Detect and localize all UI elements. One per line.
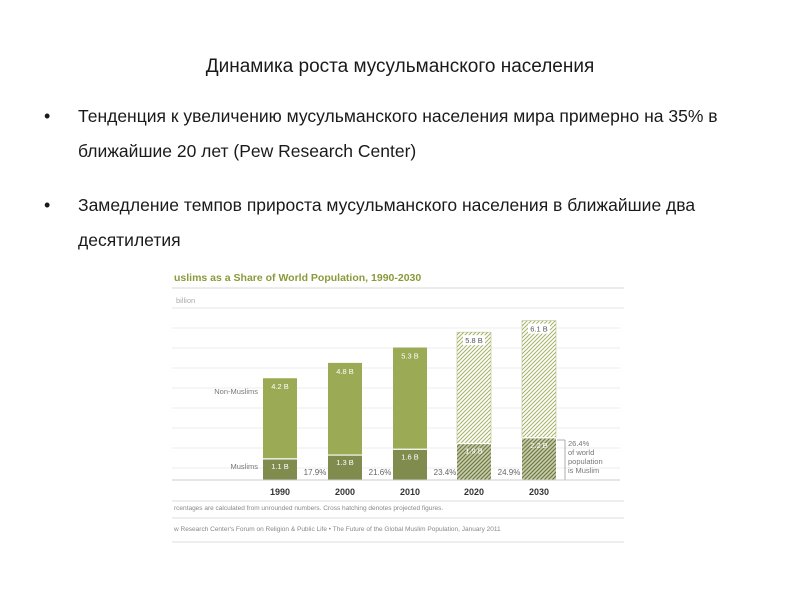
x-tick-label: 2010: [399, 487, 421, 497]
annotation-text: is Muslim: [568, 466, 600, 475]
bar-non-muslims: [457, 332, 491, 443]
bullet-item: [44, 188, 764, 260]
annotation-text: population: [568, 457, 603, 466]
x-tick-label: 2020: [463, 487, 485, 497]
chart: [172, 268, 624, 544]
bullet-text: Тенденция к увеличению мусульманского населения мира примерно на 35% в ближайшие 20 лет (Pew Research Center): [78, 106, 718, 161]
value-label-muslims: 1.9 B: [465, 446, 483, 456]
bar-non-muslims: [522, 321, 556, 438]
share-label: 17.9%: [303, 468, 327, 477]
share-label: 23.4%: [433, 468, 457, 477]
source-note: w Research Center's Forum on Religion & Public Life • The Future of the Global Muslim Population, January 2011: [174, 526, 501, 533]
value-label-non-muslims: 6.1 B: [530, 324, 548, 334]
share-label: 24.9%: [497, 468, 521, 477]
value-label-muslims: 1.1 B: [271, 461, 289, 471]
value-label-muslims: 1.6 B: [401, 452, 419, 462]
annotation-text: 26.4%: [568, 439, 590, 448]
slide-title: Динамика роста мусульманского населения: [205, 56, 595, 77]
bullet-dot-icon: •: [44, 106, 51, 126]
unit-label: billion: [176, 296, 196, 305]
value-label-non-muslims: 4.8 B: [336, 366, 354, 376]
share-label: 21.6%: [368, 468, 392, 477]
series-label-non-muslims: Non-Muslims: [214, 387, 258, 396]
chart-title: uslims as a Share of World Population, 1990-2030: [174, 272, 422, 284]
value-label-muslims: 1.3 B: [336, 458, 354, 468]
x-tick-label: 2030: [528, 487, 550, 497]
value-label-non-muslims: 5.3 B: [401, 351, 419, 361]
x-tick-label: 2000: [334, 487, 356, 497]
bar-non-muslims: [328, 363, 362, 455]
value-label-non-muslims: 5.8 B: [465, 336, 483, 346]
bar-non-muslims: [393, 348, 427, 450]
bullet-text: Замедление темпов прироста мусульманского населения в ближайшие два десятилетия: [78, 195, 696, 250]
annotation-text: of world: [568, 448, 595, 457]
footnote: rcentages are calculated from unrounded numbers. Cross hatching denotes projected figures.: [174, 505, 444, 512]
bullet-dot-icon: •: [44, 195, 51, 215]
bullet-item: [44, 99, 764, 171]
value-label-muslims: 2.2 B: [530, 440, 548, 450]
value-label-non-muslims: 4.2 B: [271, 382, 289, 392]
x-tick-label: 1990: [269, 487, 291, 497]
chart-svg: [172, 268, 624, 544]
series-label-muslims: Muslims: [230, 462, 258, 471]
